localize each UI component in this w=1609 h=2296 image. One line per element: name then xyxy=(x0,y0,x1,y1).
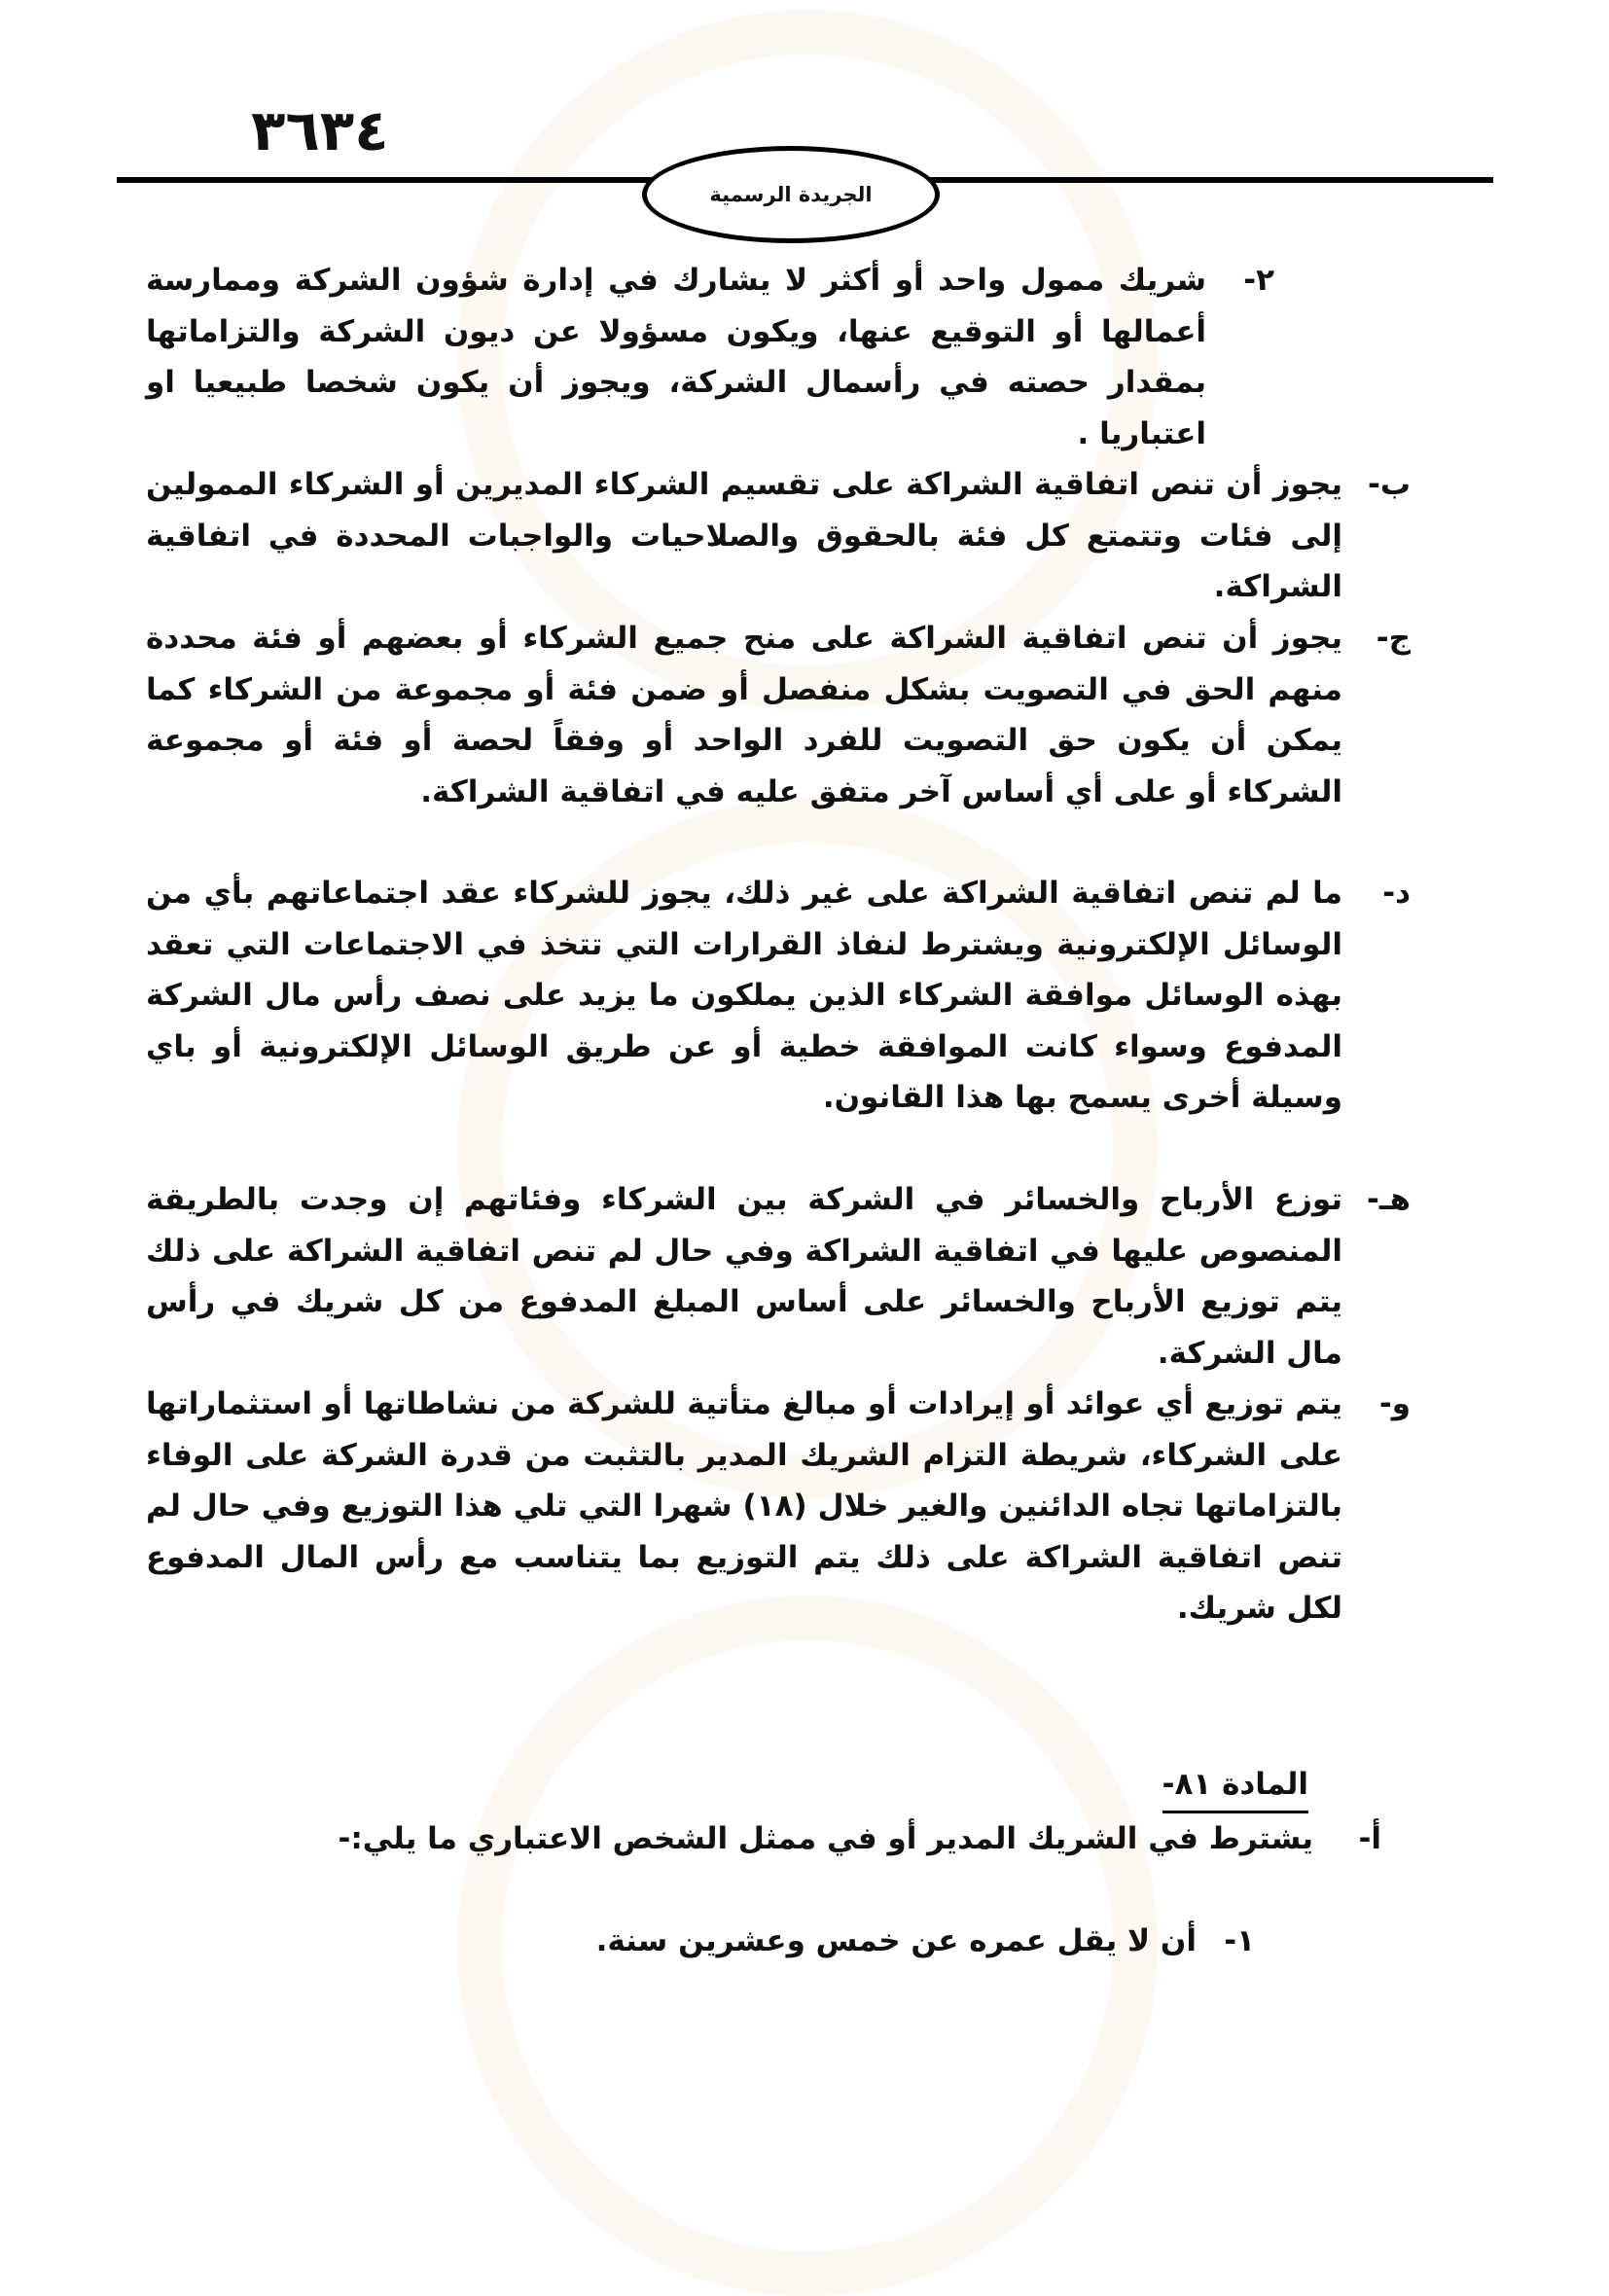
article-clause-a xyxy=(146,1813,1381,1916)
clause-text: يشترط في الشريك المدير أو في ممثل الشخص الاعتباري ما يلي:- xyxy=(338,1821,1313,1856)
clause-marker: د- xyxy=(1382,876,1411,911)
clause-text: يجوز أن تنص اتفاقية الشراكة على تقسيم الشركاء المديرين أو الشركاء الممولين إلى فئات وتتمتع كل فئة بالحقوق والصلاحيات والواجبات المحددة في اتفاقية الشراكة. xyxy=(146,467,1342,604)
clause-text: توزع الأرباح والخسائر في الشركة بين الشركاء وفئاتهم إن وجدت بالطريقة المنصوص عليها في اتفاقية الشراكة وفي حال لم تنص اتفاقية الشراكة على ذلك يتم توزيع الأرباح والخسائر على أساس المبلغ المدفوع من كل شريك في رأس مال الشركة. xyxy=(146,1182,1342,1371)
clause-d xyxy=(146,868,1411,1174)
clause-j xyxy=(146,613,1411,868)
page-number: ٣٦٣٤ xyxy=(251,97,389,163)
clause-2 xyxy=(146,255,1274,459)
article-heading-row xyxy=(146,1737,1308,1813)
publication-title-oval xyxy=(642,146,940,243)
clause-marker: ١- xyxy=(1224,1923,1255,1958)
clause-text: أن لا يقل عمره عن خمس وعشرين سنة. xyxy=(595,1923,1197,1958)
clause-text: ما لم تنص اتفاقية الشراكة على غير ذلك، يجوز للشركاء عقد اجتماعاتهم بأي من الوسائل الإلكترونية ويشترط لنفاذ القرارات التي تتخذ في الاجتماعات التي تعقد بهذه الوسائل موافقة الشركاء الذين يملكون ما يزيد على نصف رأس مال الشركة المدفوع وسواء كانت الموافقة خطية أو عن طريق الوسائل الإلكترونية أو باي وسيلة أخرى يسمح بها هذا القانون. xyxy=(146,876,1342,1115)
clause-w xyxy=(146,1379,1411,1737)
clause-marker: أ- xyxy=(1358,1821,1381,1856)
article-clause-1 xyxy=(146,1916,1255,1967)
article-heading: المادة ٨١- xyxy=(1162,1758,1308,1813)
clause-b xyxy=(146,459,1411,613)
clause-text: يجوز أن تنص اتفاقية الشراكة على منح جميع الشركاء أو بعضهم أو فئة محددة منهم الحق في التصويت بشكل منفصل أو ضمن فئة أو مجموعة من الشركاء كما يمكن أن يكون حق التصويت للفرد الواحد أو وفقاً لحصة أو فئة أو مجموعة الشركاء أو على أي أساس آخر متفق عليه في اتفاقية الشراكة. xyxy=(146,621,1342,809)
clause-marker: هـ- xyxy=(1367,1182,1411,1217)
clause-h xyxy=(146,1174,1411,1379)
clause-marker: و- xyxy=(1378,1386,1411,1421)
clause-marker: ج- xyxy=(1376,621,1411,656)
publication-title: الجريدة الرسمية xyxy=(709,183,873,206)
clause-marker: ب- xyxy=(1367,467,1411,502)
clause-text: يتم توزيع أي عوائد أو إيرادات أو مبالغ متأتية للشركة من نشاطاتها أو استثماراتها على الشركاء، شريطة التزام الشريك المدير بالتثبت من قدرة الشركة على الوفاء بالتزاماتها تجاه الدائنين والغير خلال (١٨) شهرا التي تلي هذا التوزيع وفي حال لم تنص اتفاقية الشراكة على ذلك يتم التوزيع بما يتناسب مع رأس المال المدفوع لكل شريك. xyxy=(146,1386,1342,1626)
clause-text: شريك ممول واحد أو أكثر لا يشارك في إدارة شؤون الشركة وممارسة أعمالها أو التوقيع عنها، ويكون مسؤولا عن ديون الشركة والتزاماتها بمقدار حصته في رأسمال الشركة، ويجوز أن يكون شخصا طبيعيا او اعتباريا . xyxy=(146,263,1206,451)
document-body xyxy=(146,255,1411,1967)
clause-marker: ٢- xyxy=(1243,263,1274,298)
